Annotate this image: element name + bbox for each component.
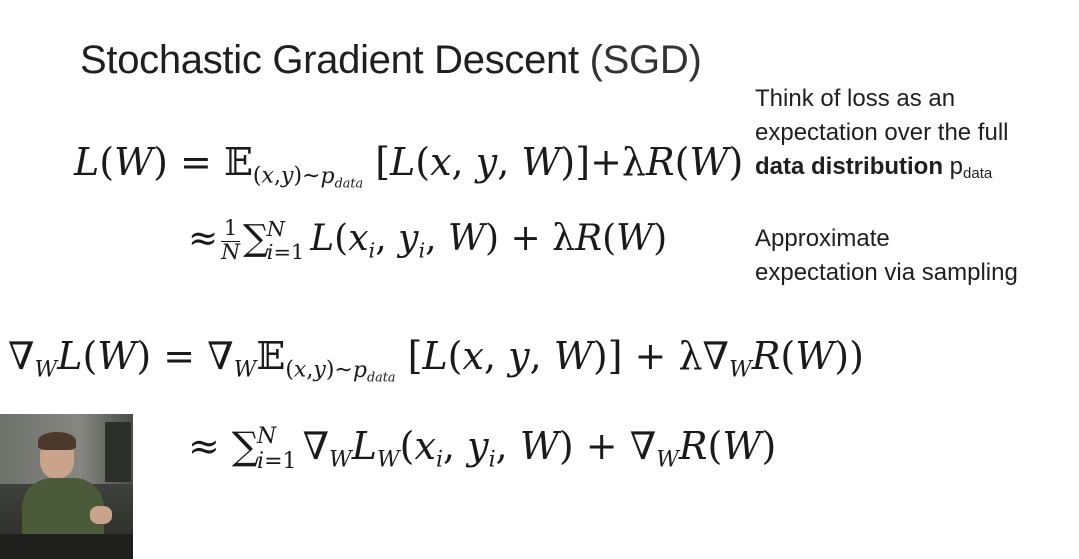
slide-title-text: Stochastic Gradient Descent [80,38,579,82]
webcam-desk [0,534,133,559]
note-expectation-line3 [755,150,1009,191]
note-sampling-line1: Approximate [755,225,890,252]
note-expectation [755,82,1009,191]
note-sampling-line2: expectation via sampling [755,259,1018,286]
presenter-hand [90,506,112,524]
note-expectation-bold: data distribution [755,153,943,180]
note-expectation-line1: Think of loss as an [755,85,956,112]
presenter-hair [38,432,76,450]
equation-loss-approx: ≈ $\frac{1}{N}$ ∑ N i=1 $L(x_i$, $y_i$, W) + λR(W) [188,216,668,265]
note-expectation-sub: data [963,165,993,182]
slide-title [80,38,701,83]
equation-gradient-expectation: $\nabla_WL(W)$ = $\nabla_W𝔼_{(x,y)\sim p_{data}}$ [L(x, y, $W)] + \lambda\nabla_WR(W)$) [8,334,864,386]
equation-loss-expectation: L(W) = 𝔼$_{(x,y)\sim p_{data}}$ [L(x, y, W)]+λR(W) [74,140,744,192]
webcam-video-icon [0,414,133,559]
note-expectation-p: p [949,153,964,180]
slide-title-abbrev: (SGD) [589,38,702,82]
note-sampling [755,222,1018,290]
equation-gradient-approx: ≈ ∑ N i=1 $\nabla_WL_W(x_i$, $y_i$, $W) + \nabla_WR(W)$ [188,424,777,474]
webcam-panel [105,422,131,482]
note-expectation-line2: expectation over the full [755,119,1009,146]
